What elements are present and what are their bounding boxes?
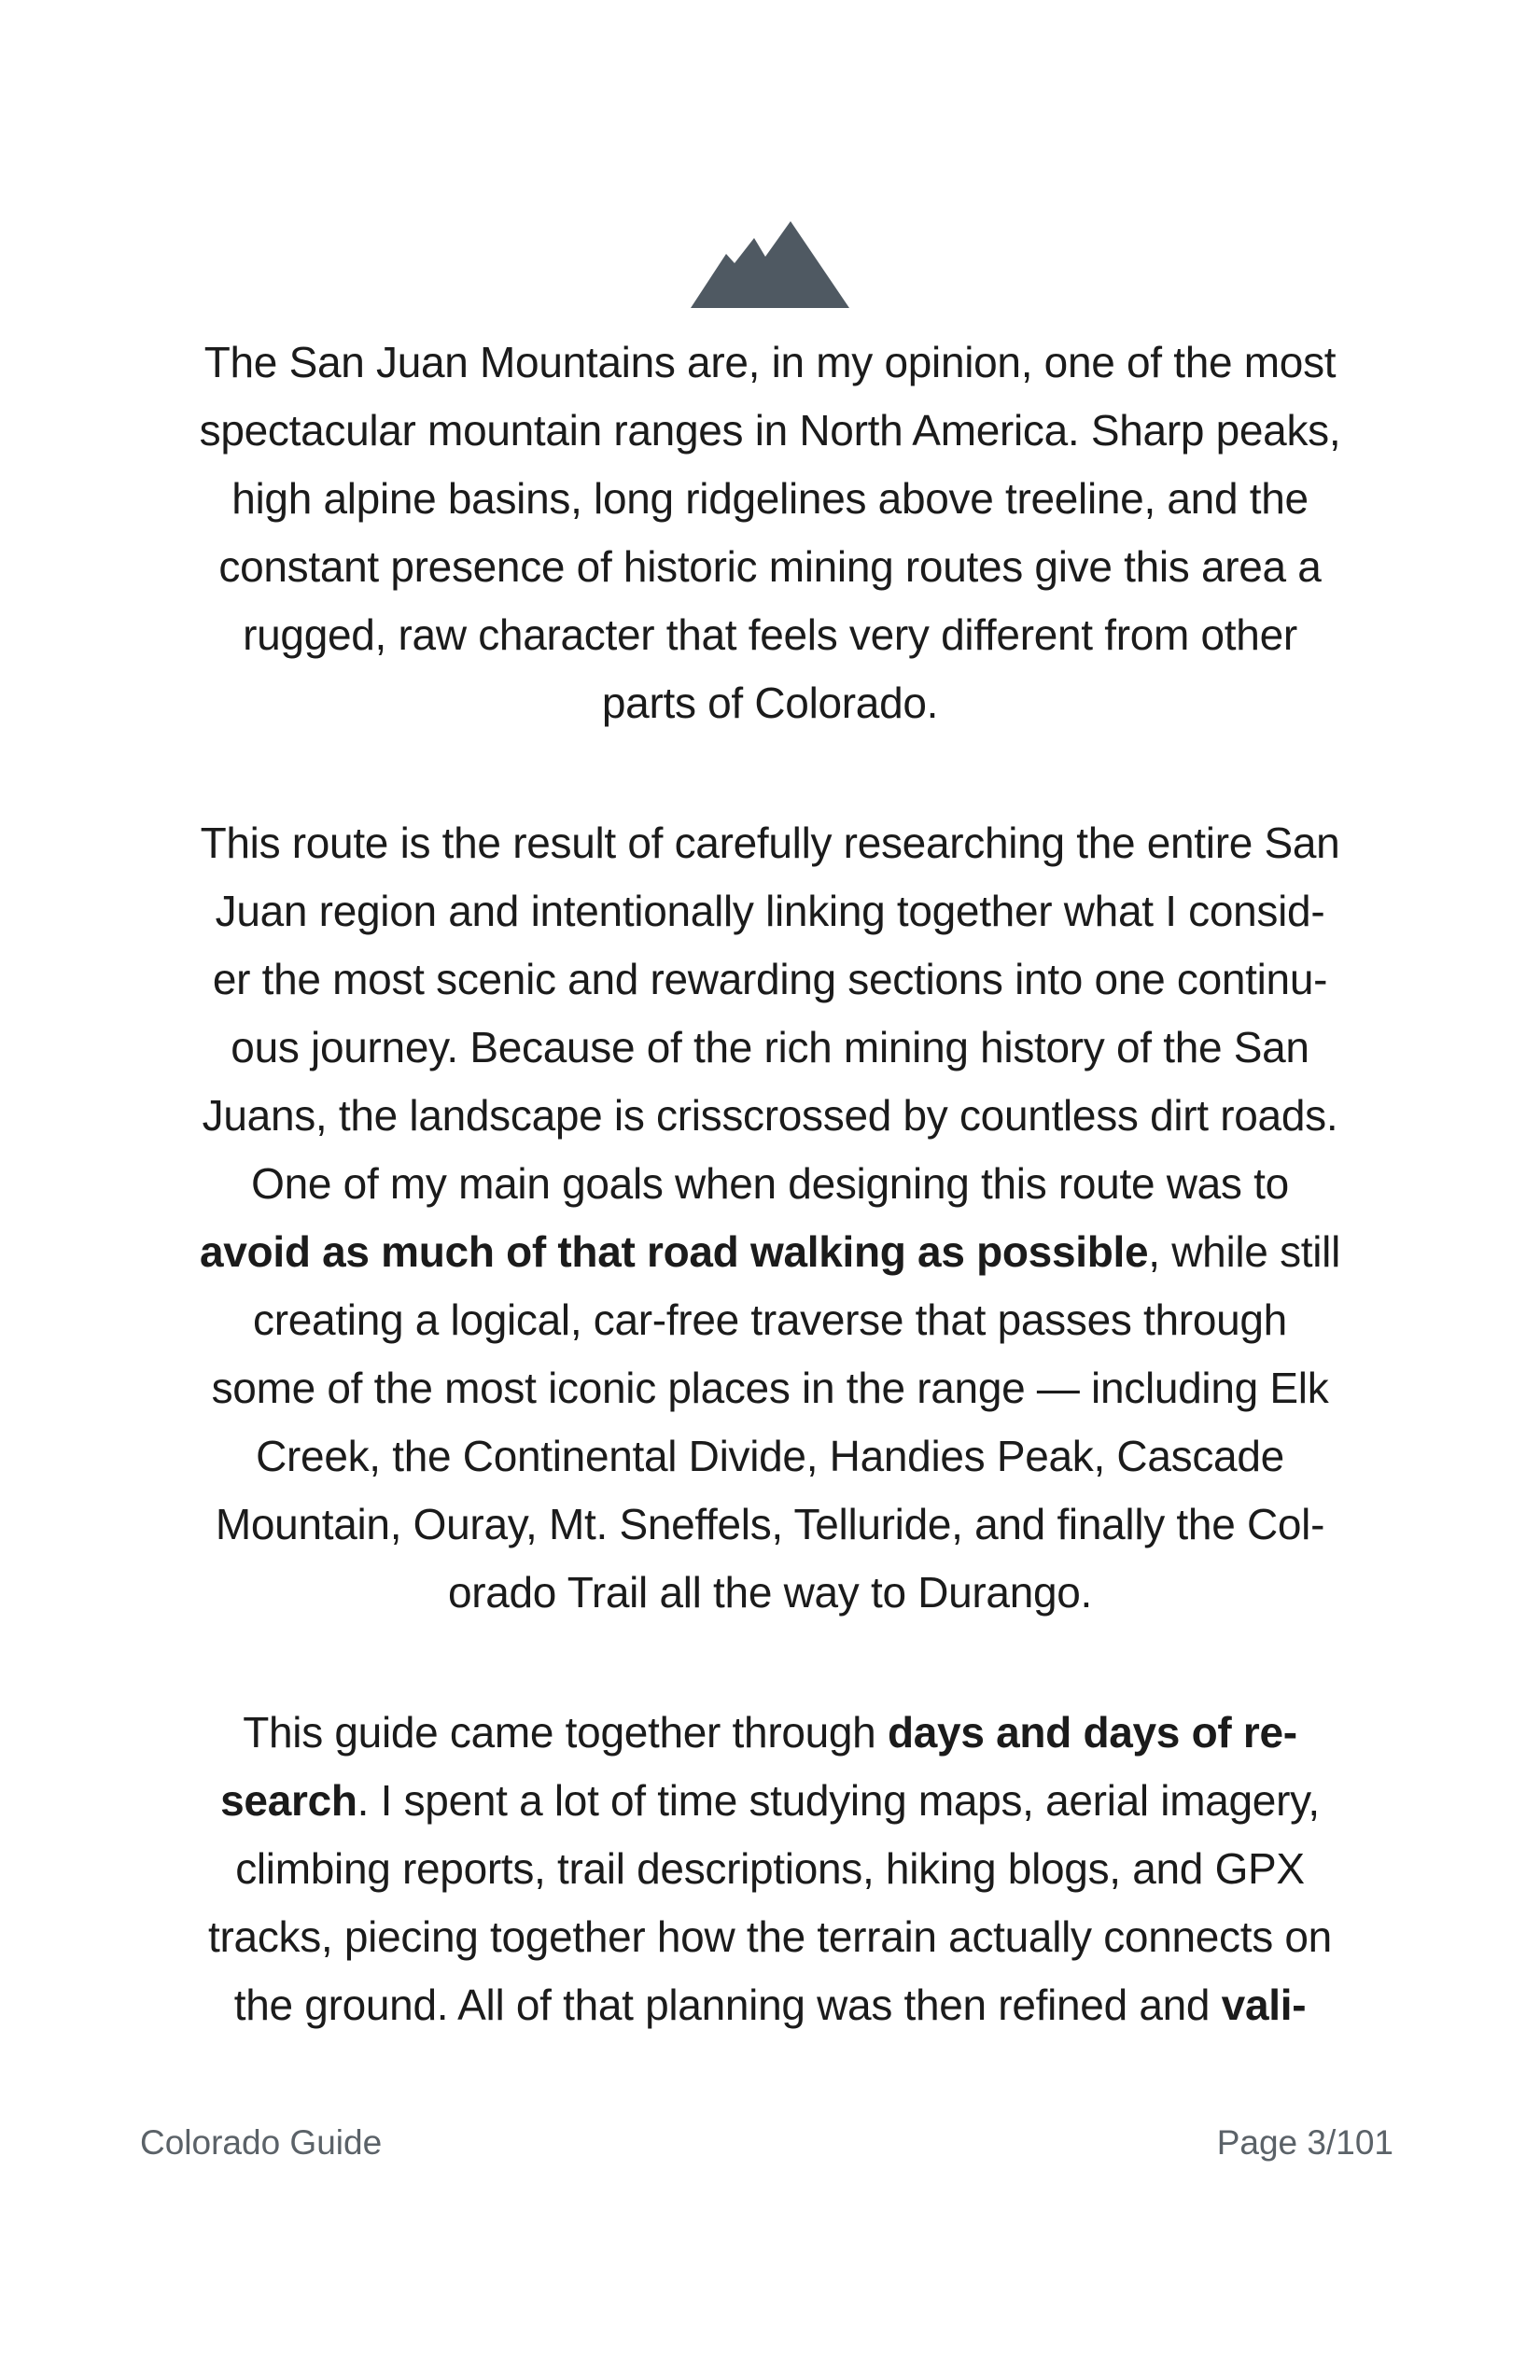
text-line xyxy=(110,945,1430,1014)
text-line xyxy=(110,1835,1430,1903)
text-line xyxy=(110,601,1430,669)
text-line xyxy=(110,1218,1430,1286)
text-line xyxy=(110,1903,1430,1971)
paragraph-1 xyxy=(110,329,1430,737)
paragraph-2 xyxy=(110,809,1430,1627)
text-line xyxy=(110,1491,1430,1559)
text-segment: high alpine basins, long ridgelines above treeline, and the xyxy=(231,474,1309,523)
text-line xyxy=(110,1014,1430,1082)
footer-document-title: Colorado Guide xyxy=(140,2123,383,2162)
text-line xyxy=(110,465,1430,533)
text-line xyxy=(110,809,1430,877)
text-line xyxy=(110,1082,1430,1150)
text-segment: Mountain, Ouray, Mt. Sneffels, Telluride, and finally the Col- xyxy=(215,1500,1325,1548)
text-segment: The San Juan Mountains are, in my opinion, one of the most xyxy=(203,338,1337,386)
paragraph-3 xyxy=(110,1699,1430,2039)
text-segment: One of my main goals when designing this route was to xyxy=(251,1159,1289,1208)
page-body-text xyxy=(110,329,1430,2039)
text-line xyxy=(110,1422,1430,1491)
text-line xyxy=(110,877,1430,945)
text-line xyxy=(110,533,1430,601)
text-line xyxy=(110,397,1430,465)
text-segment: This route is the result of carefully researching the entire San xyxy=(200,819,1340,867)
text-segment: This guide came together through xyxy=(243,1708,888,1757)
text-segment: orado Trail all the way to Durango. xyxy=(447,1568,1093,1617)
text-line xyxy=(110,1286,1430,1354)
text-segment: tracks, piecing together how the terrain actually connects on xyxy=(208,1912,1332,1961)
page-footer xyxy=(140,2124,1393,2163)
text-segment: ous journey. Because of the rich mining history of the San xyxy=(231,1023,1309,1071)
text-line xyxy=(110,1559,1430,1627)
text-segment: climbing reports, trail descriptions, hiking blogs, and GPX xyxy=(235,1844,1305,1893)
text-line xyxy=(110,1150,1430,1218)
text-segment: er the most scenic and rewarding sections into one continu- xyxy=(212,955,1328,1003)
text-segment: some of the most iconic places in the range — including Elk xyxy=(211,1364,1329,1412)
text-segment: . I spent a lot of time studying maps, aerial imagery, xyxy=(357,1776,1320,1825)
bold-text-segment: search xyxy=(220,1776,357,1825)
text-segment: the ground. All of that planning was then refined and xyxy=(233,1981,1222,2029)
bold-text-segment: vali- xyxy=(1221,1981,1307,2029)
text-segment: spectacular mountain ranges in North America. Sharp peaks, xyxy=(199,406,1341,455)
page-header-icon-area xyxy=(0,221,1540,310)
text-segment: constant presence of historic mining routes give this area a xyxy=(218,542,1322,591)
text-segment: rugged, raw character that feels very different from other xyxy=(243,610,1297,659)
text-segment: Creek, the Continental Divide, Handies Peak, Cascade xyxy=(256,1432,1284,1480)
mountain-icon xyxy=(691,221,849,310)
text-line xyxy=(110,1699,1430,1767)
text-segment: Juans, the landscape is crisscrossed by countless dirt roads. xyxy=(202,1091,1338,1140)
text-line xyxy=(110,1971,1430,2039)
text-line xyxy=(110,1767,1430,1835)
text-segment: creating a logical, car-free traverse that passes through xyxy=(253,1295,1287,1344)
bold-text-segment: days and days of re- xyxy=(887,1708,1297,1757)
text-segment: Juan region and intentionally linking together what I consid- xyxy=(215,887,1325,935)
text-segment: parts of Colorado. xyxy=(601,679,939,727)
text-line xyxy=(110,669,1430,737)
text-segment: , while still xyxy=(1148,1227,1341,1276)
text-line xyxy=(110,329,1430,397)
text-line xyxy=(110,1354,1430,1422)
footer-page-number: Page 3/101 xyxy=(1216,2123,1393,2162)
bold-text-segment: avoid as much of that road walking as possible xyxy=(199,1227,1149,1276)
